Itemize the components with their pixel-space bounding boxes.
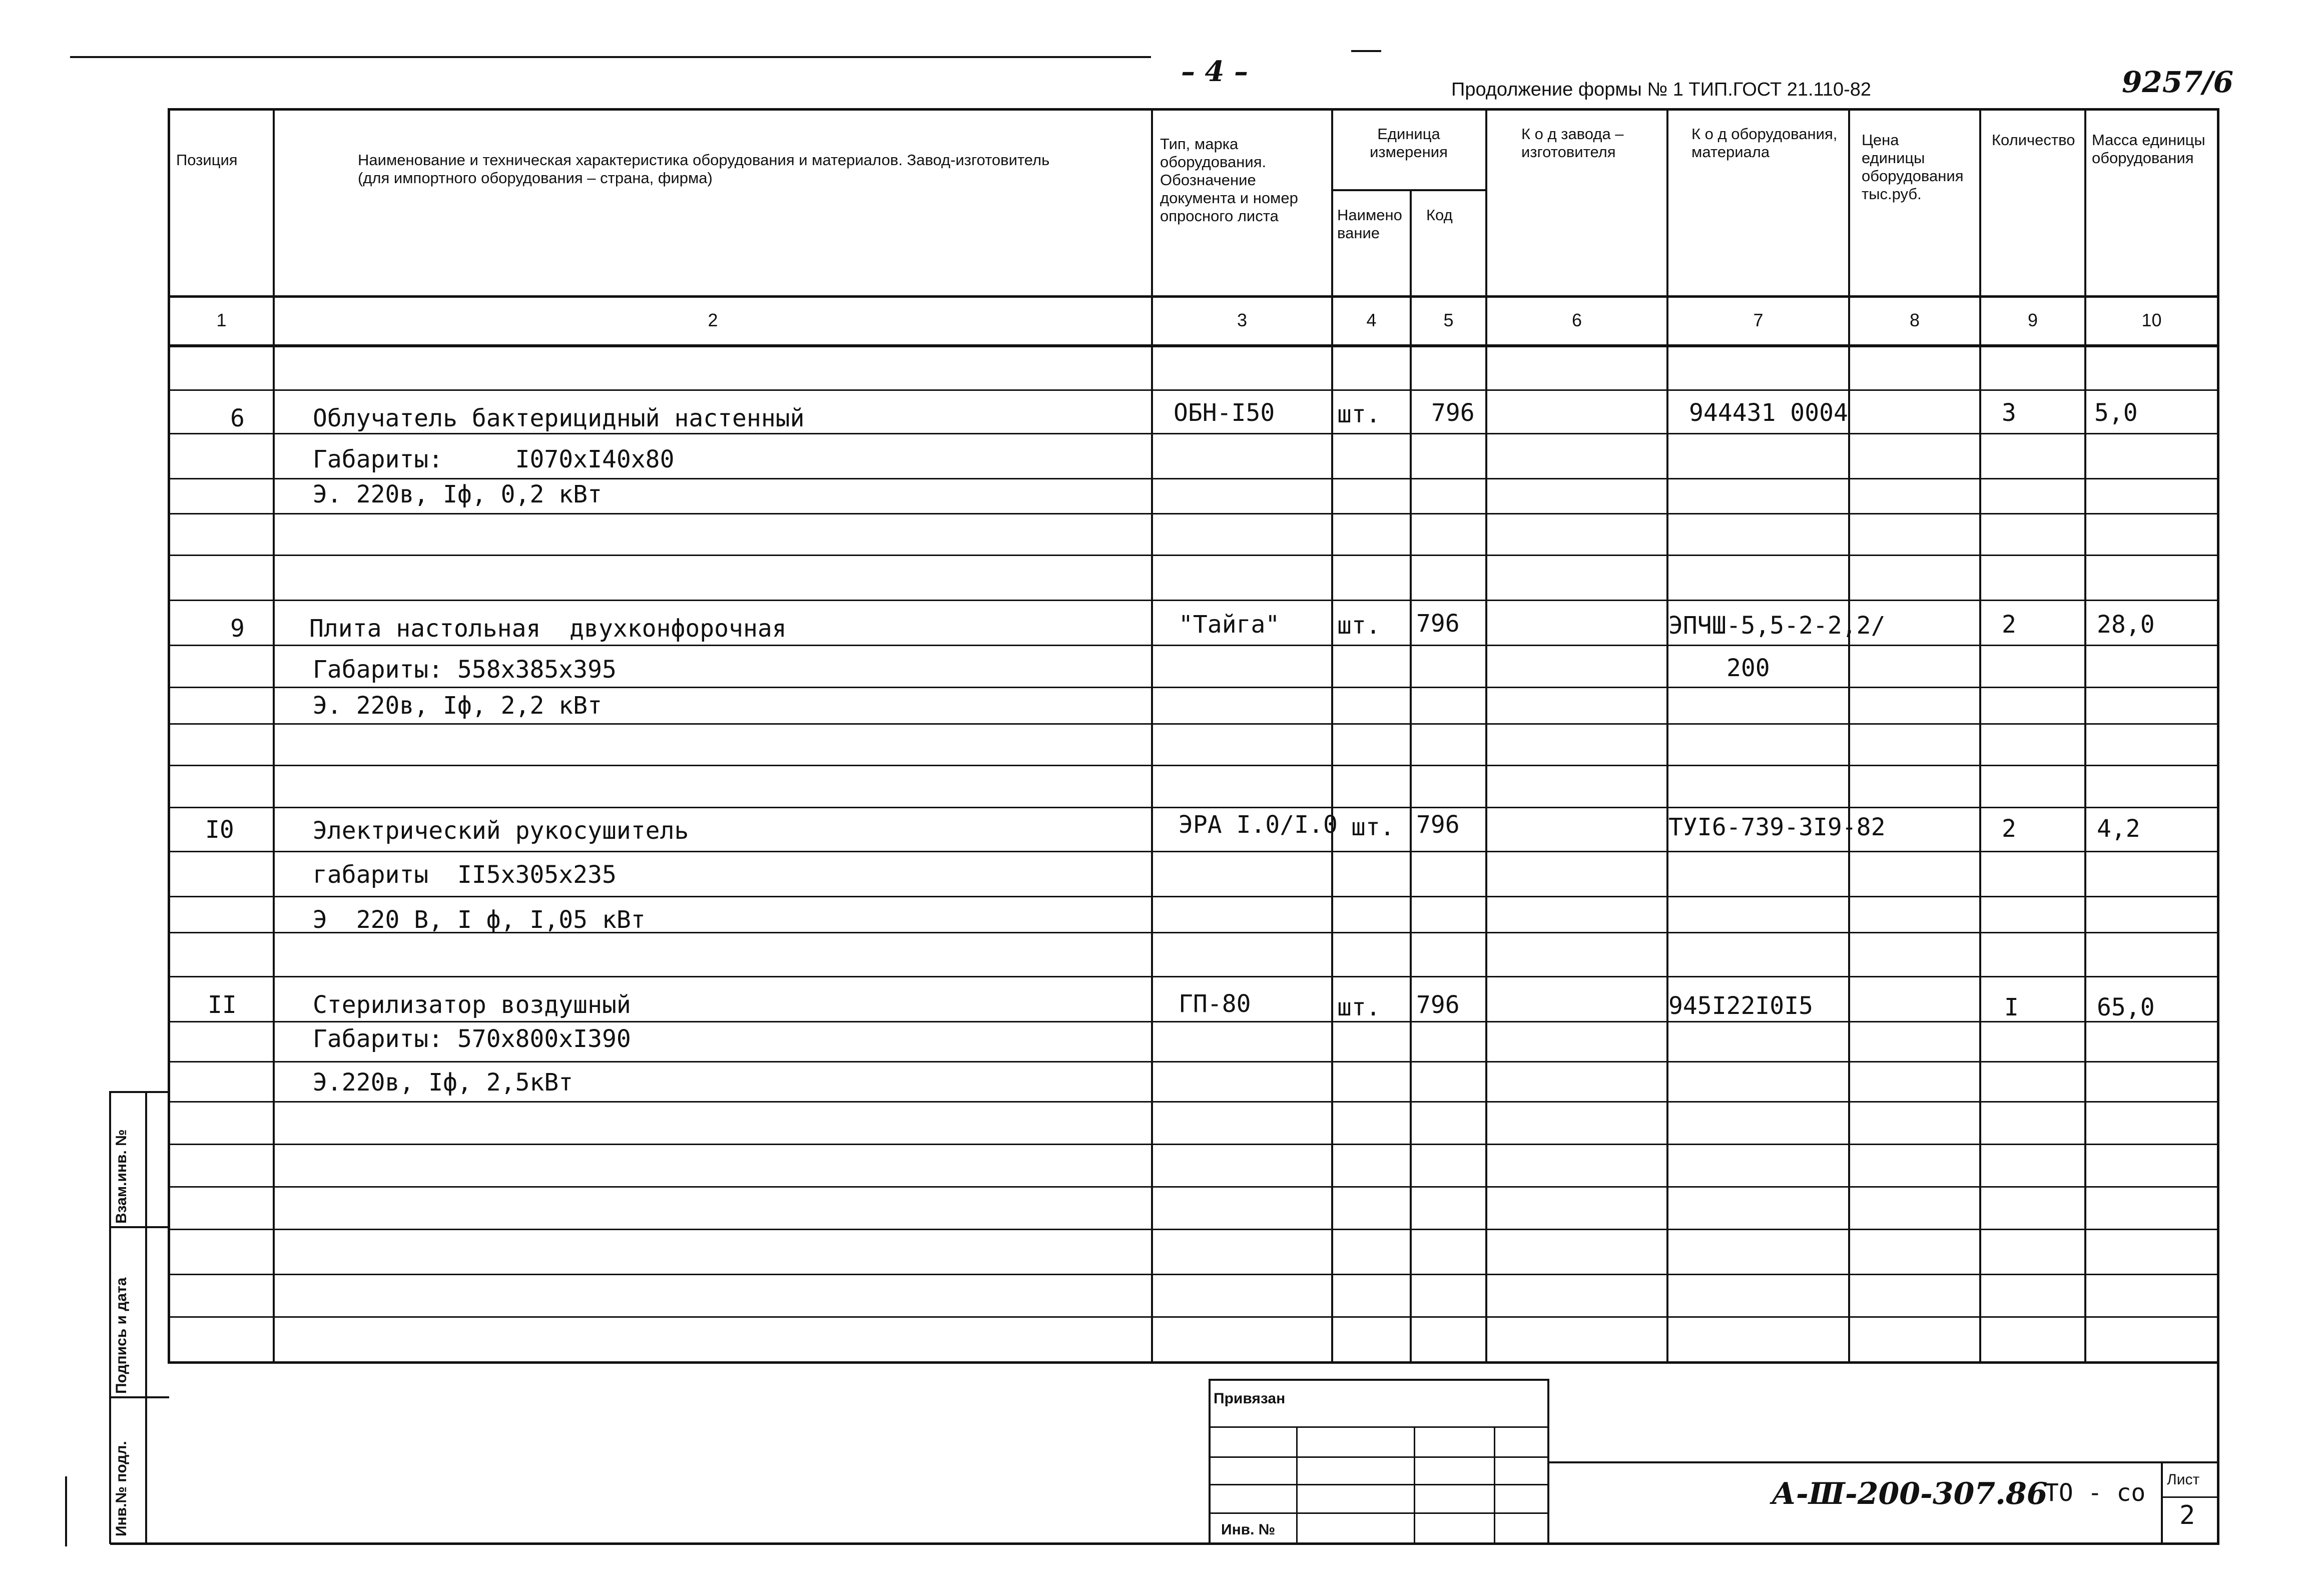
item-unit-code: 796 [1416, 610, 1460, 638]
item-power: Э.220в, Iф, 2,5кВт [313, 1069, 573, 1097]
item-quantity: I [2004, 993, 2019, 1021]
item-dimensions: Габариты: I070xI40x80 [313, 445, 675, 473]
col-num-1: 1 [216, 310, 227, 330]
item-unit: шт. [1351, 813, 1395, 841]
header-quantity: Количество [1992, 131, 2075, 149]
item-type: ГП-80 [1179, 990, 1251, 1018]
col-num-9: 9 [2027, 310, 2038, 330]
item-name: Облучатель бактерицидный настенный [313, 404, 805, 432]
item-position: 9 [230, 615, 245, 643]
side-label-vzam: Взам.инв. № [113, 1129, 130, 1224]
item-unit: шт. [1337, 612, 1381, 640]
col-num-7: 7 [1753, 310, 1764, 330]
header-equipment-code: К о д оборудования, материала [1691, 125, 1838, 161]
item-quantity: 2 [2002, 611, 2016, 639]
header-unit: Единица измерения [1370, 125, 1448, 161]
item-unit: шт. [1337, 993, 1381, 1021]
item-dimensions: Габариты: 558x385x395 [313, 656, 617, 684]
header-name: Наименование и техническая характеристика оборудования и материалов. Завод-изготовитель (для импортного оборудования – страна, фирма) [358, 151, 1050, 187]
item-unit-code: 796 [1416, 811, 1460, 839]
item-code-cont: 200 [1726, 654, 1770, 682]
item-type: ОБН-I50 [1174, 399, 1275, 427]
header-unit-name: Наименование [1337, 206, 1402, 242]
header-factory-code: К о д завода – изготовителя [1521, 125, 1624, 161]
item-position: II [208, 991, 237, 1019]
item-name: Плита настольная двухконфорочная [309, 615, 787, 643]
left-frame-tick [65, 1476, 67, 1546]
top-rule [70, 56, 1151, 58]
item-unit-code: 796 [1431, 399, 1475, 427]
item-quantity: 2 [2002, 815, 2016, 843]
top-rule-right [1351, 50, 1381, 52]
item-type: ЭРА I.0/I.0 [1179, 811, 1338, 839]
item-power: Э. 220в, Iф, 2,2 кВт [313, 692, 602, 720]
item-name: Электрический рукосушитель [313, 817, 689, 845]
item-power: Э 220 В, I ф, I,05 кВт [313, 906, 646, 934]
col-num-8: 8 [1909, 310, 1920, 330]
header-type: Тип, марка оборудования. Обозначение документа и номер опросного листа [1160, 135, 1298, 225]
col-num-5: 5 [1443, 310, 1454, 330]
col-num-3: 3 [1237, 310, 1248, 330]
header-price: Цена единицы оборудования тыс.руб. [1862, 131, 1964, 203]
item-quantity: 3 [2002, 399, 2016, 427]
item-unit-code: 796 [1416, 991, 1460, 1019]
stamp-section: ТО - со [2044, 1479, 2146, 1507]
item-mass: 28,0 [2097, 611, 2155, 639]
item-dimensions: габариты II5x305x235 [313, 861, 617, 889]
item-position: I0 [205, 816, 234, 844]
stamp-privyazan: Привязан [1214, 1390, 1286, 1407]
col-num-4: 4 [1366, 310, 1377, 330]
item-type: "Тайга" [1179, 611, 1280, 639]
stamp-sheet-number: 2 [2179, 1500, 2195, 1530]
header-mass: Масса единицы оборудования [2092, 131, 2205, 167]
document-number: 9257/6 [2122, 65, 2233, 99]
col-num-10: 10 [2141, 310, 2162, 330]
item-mass: 65,0 [2097, 993, 2155, 1021]
stamp-sheet-label: Лист [2167, 1471, 2200, 1488]
item-mass: 4,2 [2097, 815, 2140, 843]
item-unit: шт. [1337, 400, 1381, 428]
item-dimensions: Габариты: 570x800xI390 [313, 1025, 631, 1053]
item-power: Э. 220в, Iф, 0,2 кВт [313, 480, 602, 508]
item-code: ТУI6-739-3I9-82 [1668, 813, 1886, 841]
form-note: Продолжение формы № 1 ТИП.ГОСТ 21.110-82 [1451, 79, 1872, 100]
side-label-signature: Подпись и дата [113, 1277, 130, 1394]
side-label-inventory: Инв.№ подл. [113, 1441, 130, 1536]
header-position: Позиция [176, 151, 238, 169]
item-name: Стерилизатор воздушный [313, 991, 631, 1019]
item-mass: 5,0 [2094, 399, 2138, 427]
col-num-2: 2 [708, 310, 718, 330]
item-code: ЭПЧШ-5,5-2-2,2/ [1668, 612, 1886, 640]
col-num-6: 6 [1571, 310, 1582, 330]
header-unit-code: Код [1426, 206, 1453, 224]
item-position: 6 [230, 404, 245, 432]
stamp-designation: А-Ⅲ-200-307.86 [1772, 1476, 2048, 1511]
item-code: 945I22I0I5 [1668, 992, 1813, 1020]
stamp-inventory: Инв. № [1221, 1521, 1276, 1538]
page-number: – 4 – [1181, 55, 1248, 88]
item-code: 944431 0004 [1689, 399, 1848, 427]
